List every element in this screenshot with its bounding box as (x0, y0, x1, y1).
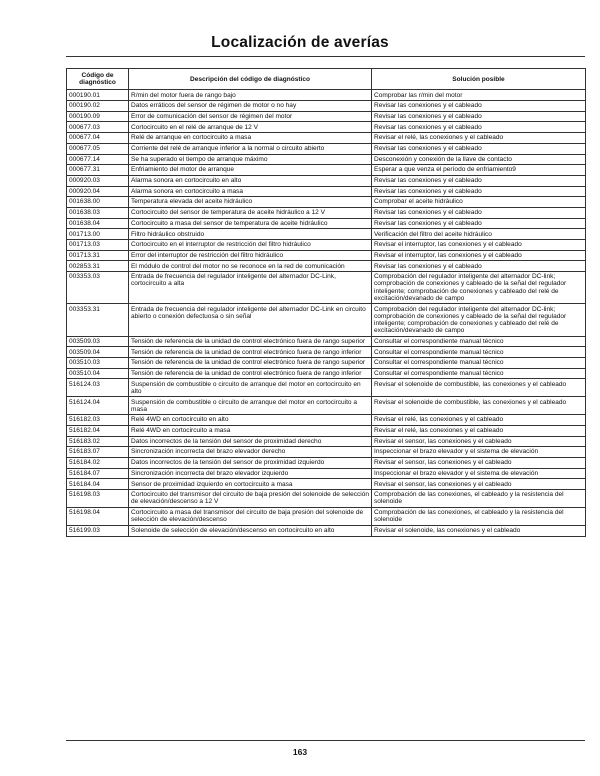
cell-description: Relé de arranque en cortocircuito a masa (129, 133, 372, 144)
cell-code: 001713.00 (67, 229, 129, 240)
cell-description: Filtro hidráulico obstruido (129, 229, 372, 240)
table-row (67, 436, 586, 447)
table-row (67, 336, 586, 347)
cell-solution: Inspeccionar el brazo elevador y el sistema de elevación (372, 468, 586, 479)
cell-solution: Revisar las conexiones y el cableado (372, 101, 586, 112)
table-row (67, 525, 586, 536)
cell-code: 516124.04 (67, 397, 129, 415)
cell-code: 516199.03 (67, 525, 129, 536)
cell-description: Datos erráticos del sensor de régimen de motor o no hay (129, 101, 372, 112)
cell-solution: Revisar el relé, las conexiones y el cableado (372, 415, 586, 426)
cell-code: 000677.03 (67, 122, 129, 133)
table-row (67, 415, 586, 426)
cell-code: 003509.04 (67, 347, 129, 358)
table-row (67, 165, 586, 176)
cell-solution: Revisar las conexiones y el cableado (372, 122, 586, 133)
cell-code: 003353.03 (67, 272, 129, 304)
cell-code: 001638.04 (67, 218, 129, 229)
cell-solution: Comprobación del regulador inteligente del alternador DC-link; comprobación de conexiones y cableado de la señal del regulador inteligente; comprobación de conexiones y cableado del relé de excitación/devanado de campo (372, 304, 586, 336)
cell-solution: Revisar el relé, las conexiones y el cableado (372, 425, 586, 436)
cell-solution: Consultar el correspondiente manual técnico (372, 347, 586, 358)
table-row (67, 347, 586, 358)
table-row (67, 379, 586, 397)
cell-solution: Esperar a que venza el período de enfriamiento9 (372, 165, 586, 176)
cell-solution: Revisar las conexiones y el cableado (372, 218, 586, 229)
cell-description: Relé 4WD en cortocircuito a masa (129, 425, 372, 436)
cell-description: Relé 4WD en cortocircuito en alto (129, 415, 372, 426)
header-code: Código de diagnóstico (67, 69, 129, 90)
cell-code: 516198.04 (67, 507, 129, 525)
cell-solution: Revisar el solenoide de combustible, las conexiones y el cableado (372, 379, 586, 397)
cell-solution: Revisar el sensor, las conexiones y el cableado (372, 479, 586, 490)
table-row (67, 186, 586, 197)
cell-code: 000920.04 (67, 186, 129, 197)
table-row (67, 111, 586, 122)
page-title: Localización de averías (211, 34, 389, 51)
table-row (67, 272, 586, 304)
table-row (67, 154, 586, 165)
table-row (67, 218, 586, 229)
cell-description: Sensor de proximidad izquierdo en cortocircuito a masa (129, 479, 372, 490)
table-row (67, 368, 586, 379)
table-row (67, 90, 586, 101)
cell-description: Cortocircuito a masa del sensor de temperatura de aceite hidráulico (129, 218, 372, 229)
cell-description: Sincronización incorrecta del brazo elevador derecho (129, 447, 372, 458)
cell-code: 516184.07 (67, 468, 129, 479)
cell-solution: Comprobación del regulador inteligente del alternador DC-link; comprobación de conexiones y cableado de la señal del regulador inteligente; comprobación de conexiones y cableado del relé de excitación/devanado de campo (372, 272, 586, 304)
cell-code: 516124.03 (67, 379, 129, 397)
table-row (67, 101, 586, 112)
cell-code: 000677.14 (67, 154, 129, 165)
cell-code: 516198.03 (67, 490, 129, 508)
cell-solution: Comprobación de las conexiones, el cableado y la resistencia del solenoide (372, 507, 586, 525)
cell-code: 003509.03 (67, 336, 129, 347)
table-header-row (67, 69, 586, 90)
cell-description: R/min del motor fuera de rango bajo (129, 90, 372, 101)
cell-description: Cortocircuito en el relé de arranque de 12 V (129, 122, 372, 133)
table-row (67, 425, 586, 436)
cell-description: Cortocircuito en el interruptor de restricción del filtro hidráulico (129, 240, 372, 251)
cell-solution: Revisar el solenoide, las conexiones y el cableado (372, 525, 586, 536)
cell-description: Cortocircuito a masa del transmisor del circuito de baja presión del solenoide de selección de elevación/descenso (129, 507, 372, 525)
cell-description: El módulo de control del motor no se reconoce en la red de comunicación (129, 261, 372, 272)
cell-code: 516183.07 (67, 447, 129, 458)
cell-description: Sincronización incorrecta del brazo elevador izquierdo (129, 468, 372, 479)
cell-code: 000677.05 (67, 143, 129, 154)
table-row (67, 479, 586, 490)
cell-solution: Inspeccionar el brazo elevador y el sistema de elevación (372, 447, 586, 458)
cell-solution: Revisar el interruptor, las conexiones y el cableado (372, 250, 586, 261)
cell-code: 516184.04 (67, 479, 129, 490)
cell-description: Datos incorrectos de la tensión del sensor de proximidad derecho (129, 436, 372, 447)
cell-description: Temperatura elevada del aceite hidráulico (129, 197, 372, 208)
cell-solution: Consultar el correspondiente manual técnico (372, 358, 586, 369)
cell-code: 001713.31 (67, 250, 129, 261)
footer-divider (66, 740, 585, 741)
diagnostic-codes-table (66, 68, 586, 537)
cell-description: Se ha superado el tiempo de arranque máximo (129, 154, 372, 165)
cell-description: Tensión de referencia de la unidad de control electrónico fuera de rango superior (129, 336, 372, 347)
table-body (67, 90, 586, 536)
table-row (67, 143, 586, 154)
cell-solution: Consultar el correspondiente manual técnico (372, 336, 586, 347)
cell-code: 000190.02 (67, 101, 129, 112)
table-row (67, 250, 586, 261)
cell-solution: Desconexión y conexión de la llave de contacto (372, 154, 586, 165)
page-number: 163 (292, 747, 308, 757)
cell-description: Datos incorrectos de la tensión del sensor de proximidad izquierdo (129, 457, 372, 468)
cell-code: 003353.31 (67, 304, 129, 336)
cell-solution: Verificación del filtro del aceite hidráulico (372, 229, 586, 240)
cell-solution: Revisar las conexiones y el cableado (372, 207, 586, 218)
table-row (67, 447, 586, 458)
cell-code: 000677.04 (67, 133, 129, 144)
cell-description: Alarma sonora en cortocircuito en alto (129, 175, 372, 186)
cell-code: 516182.03 (67, 415, 129, 426)
cell-description: Error del interruptor de restricción del filtro hidráulico (129, 250, 372, 261)
cell-code: 516183.02 (67, 436, 129, 447)
cell-code: 000920.03 (67, 175, 129, 186)
cell-description: Cortocircuito del transmisor del circuito de baja presión del solenoide de selección de elevación/descenso a 12 V (129, 490, 372, 508)
cell-solution: Revisar las conexiones y el cableado (372, 143, 586, 154)
table-row (67, 133, 586, 144)
table-row (67, 358, 586, 369)
cell-solution: Revisar las conexiones y el cableado (372, 261, 586, 272)
cell-solution: Consultar el correspondiente manual técnico (372, 368, 586, 379)
cell-code: 001638.03 (67, 207, 129, 218)
cell-code: 516184.02 (67, 457, 129, 468)
table-row (67, 468, 586, 479)
cell-solution: Revisar el solenoide de combustible, las conexiones y el cableado (372, 397, 586, 415)
cell-code: 000190.01 (67, 90, 129, 101)
cell-solution: Comprobar el aceite hidráulico (372, 197, 586, 208)
diagnostic-table-container (66, 68, 585, 537)
cell-description: Cortocircuito del sensor de temperatura de aceite hidráulico a 12 V (129, 207, 372, 218)
cell-description: Solenoide de selección de elevación/descenso en cortocircuito en alto (129, 525, 372, 536)
cell-solution: Revisar las conexiones y el cableado (372, 111, 586, 122)
cell-description: Tensión de referencia de la unidad de control electrónico fuera de rango inferior (129, 368, 372, 379)
table-row (67, 304, 586, 336)
table-row (67, 261, 586, 272)
table-row (67, 397, 586, 415)
cell-code: 516182.04 (67, 425, 129, 436)
cell-solution: Revisar el relé, las conexiones y el cableado (372, 133, 586, 144)
cell-description: Suspensión de combustible o circuito de arranque del motor en cortocircuito en alto (129, 379, 372, 397)
cell-solution: Revisar las conexiones y el cableado (372, 175, 586, 186)
cell-code: 000677.31 (67, 165, 129, 176)
table-row (67, 122, 586, 133)
table-row (67, 457, 586, 468)
cell-description: Enfriamiento del motor de arranque (129, 165, 372, 176)
cell-solution: Revisar las conexiones y el cableado (372, 186, 586, 197)
cell-solution: Revisar el sensor, las conexiones y el cableado (372, 457, 586, 468)
cell-code: 002853.31 (67, 261, 129, 272)
cell-code: 003510.03 (67, 358, 129, 369)
cell-description: Entrada de frecuencia del regulador inteligente del alternador DC-Link en circuito abierto o conexión defectuosa o sin señal (129, 304, 372, 336)
cell-description: Corriente del relé de arranque inferior a la normal o circuito abierto (129, 143, 372, 154)
cell-description: Entrada de frecuencia del regulador inteligente del alternador DC-Link, cortocircuito a alta (129, 272, 372, 304)
table-row (67, 207, 586, 218)
table-row (67, 175, 586, 186)
table-row (67, 197, 586, 208)
table-row (67, 229, 586, 240)
cell-code: 000190.09 (67, 111, 129, 122)
header-solution: Solución posible (372, 69, 586, 90)
cell-description: Alarma sonora en cortocircuito a masa (129, 186, 372, 197)
cell-code: 001713.03 (67, 240, 129, 251)
table-row (67, 490, 586, 508)
cell-description: Tensión de referencia de la unidad de control electrónico fuera de rango inferior (129, 347, 372, 358)
cell-code: 001638.00 (67, 197, 129, 208)
cell-description: Suspensión de combustible o circuito de arranque del motor en cortocircuito a masa (129, 397, 372, 415)
table-row (67, 240, 586, 251)
header-description: Descripción del código de diagnóstico (129, 69, 372, 90)
cell-solution: Comprobar las r/min del motor (372, 90, 586, 101)
cell-solution: Comprobación de las conexiones, el cableado y la resistencia del solenoide (372, 490, 586, 508)
cell-solution: Revisar el interruptor, las conexiones y el cableado (372, 240, 586, 251)
title-divider (66, 56, 585, 57)
cell-code: 003510.04 (67, 368, 129, 379)
cell-solution: Revisar el sensor, las conexiones y el cableado (372, 436, 586, 447)
cell-description: Tensión de referencia de la unidad de control electrónico fuera de rango superior (129, 358, 372, 369)
table-row (67, 507, 586, 525)
cell-description: Error de comunicación del sensor de régimen del motor (129, 111, 372, 122)
